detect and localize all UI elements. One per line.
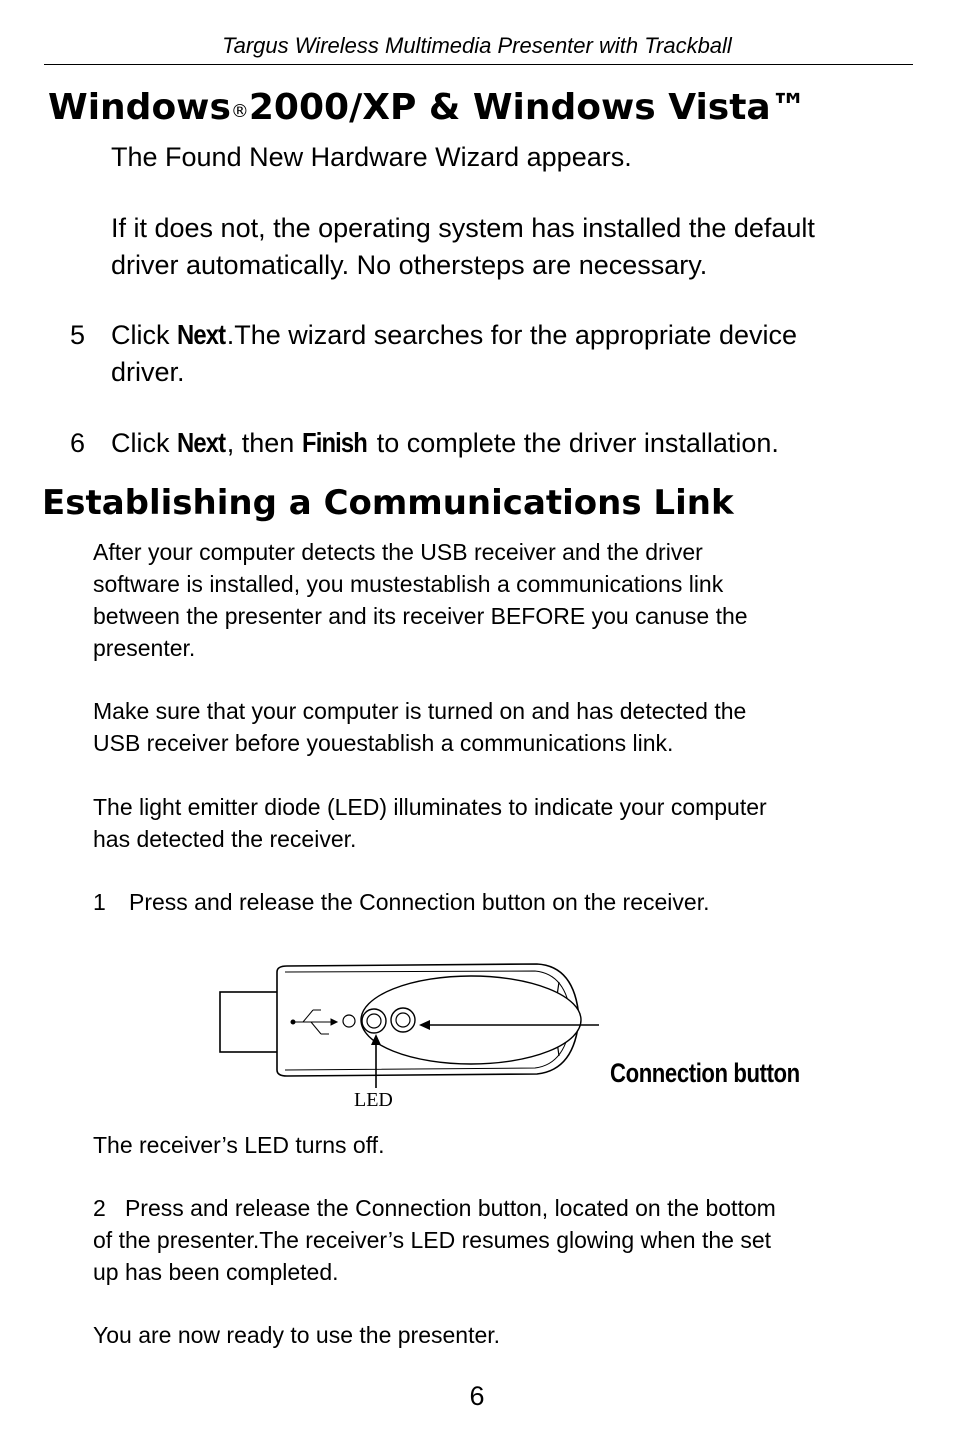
- heading-suffix: 2000/XP & Windows Vista™: [248, 87, 807, 128]
- header-rule: [44, 64, 913, 65]
- step-1-text: Press and release the Connection button on the receiver.: [129, 889, 710, 915]
- section-heading-comm-link: Establishing a Communications Link: [42, 483, 734, 523]
- text-line: After your computer detects the USB receiver and the driver: [93, 539, 703, 565]
- registered-mark: ®: [230, 101, 249, 122]
- text-line: The light emitter diode (LED) illuminates to indicate your computer: [93, 794, 767, 820]
- paragraph-turned-on: [93, 695, 746, 759]
- step-1: [93, 886, 709, 918]
- text-line: has detected the receiver.: [93, 826, 357, 852]
- page-number: 6: [469, 1381, 485, 1411]
- step-6-click: Click: [111, 428, 177, 458]
- text-line: Make sure that your computer is turned on and has detected the: [93, 698, 747, 724]
- heading-prefix: Windows: [48, 87, 231, 128]
- paragraph-detect: [93, 536, 748, 664]
- connection-button-label-text: Connection button: [610, 1058, 800, 1088]
- step-5-line1: [111, 317, 797, 353]
- text-line: presenter.: [93, 635, 196, 661]
- step-6-rest: to complete the driver installation.: [369, 428, 779, 458]
- step-5-click: Click: [111, 320, 177, 350]
- connection-button-label: [610, 1056, 841, 1090]
- text-line: 2 Press and release the Connection button, located on the bottom: [93, 1195, 776, 1221]
- step-6-line: [111, 425, 779, 461]
- small-dot: [343, 1015, 355, 1027]
- default-driver-line1: If it does not, the operating system has installed the default: [111, 213, 815, 243]
- step-2: [93, 1192, 776, 1288]
- running-header: Targus Wireless Multimedia Presenter with Trackball: [222, 33, 732, 58]
- step-5-number: 5: [70, 320, 86, 350]
- text-line: between the presenter and its receiver BEFORE you canuse the: [93, 603, 748, 629]
- step-5-next: Next: [177, 319, 226, 350]
- step-5-line2: driver.: [111, 357, 185, 387]
- step-6-number: 6: [70, 428, 86, 458]
- step-5-rest: .The wizard searches for the appropriate device: [226, 320, 797, 350]
- text-line: software is installed, you mustestablish a communications link: [93, 571, 724, 597]
- ready-text: You are now ready to use the presenter.: [93, 1322, 501, 1348]
- usb-plug: [220, 992, 278, 1052]
- step-6-then: , then: [226, 428, 302, 458]
- step-6-finish: Finish: [301, 427, 367, 458]
- text-line: USB receiver before youestablish a communications link.: [93, 730, 674, 756]
- text-line: of the presenter.The receiver’s LED resumes glowing when the set: [93, 1227, 772, 1253]
- step-6-next: Next: [177, 427, 226, 458]
- text-line: up has been completed.: [93, 1259, 339, 1285]
- step-1-number: 1: [93, 889, 106, 915]
- usb-receiver-illustration: [215, 958, 605, 1093]
- led-label: LED: [354, 1089, 393, 1111]
- paragraph-led: [93, 791, 767, 855]
- default-driver-line2: driver automatically. No othersteps are necessary.: [111, 250, 708, 280]
- led-turns-off-text: The receiver’s LED turns off.: [93, 1132, 385, 1158]
- section-heading-windows: [48, 84, 807, 138]
- wizard-appears-text: The Found New Hardware Wizard appears.: [111, 142, 632, 172]
